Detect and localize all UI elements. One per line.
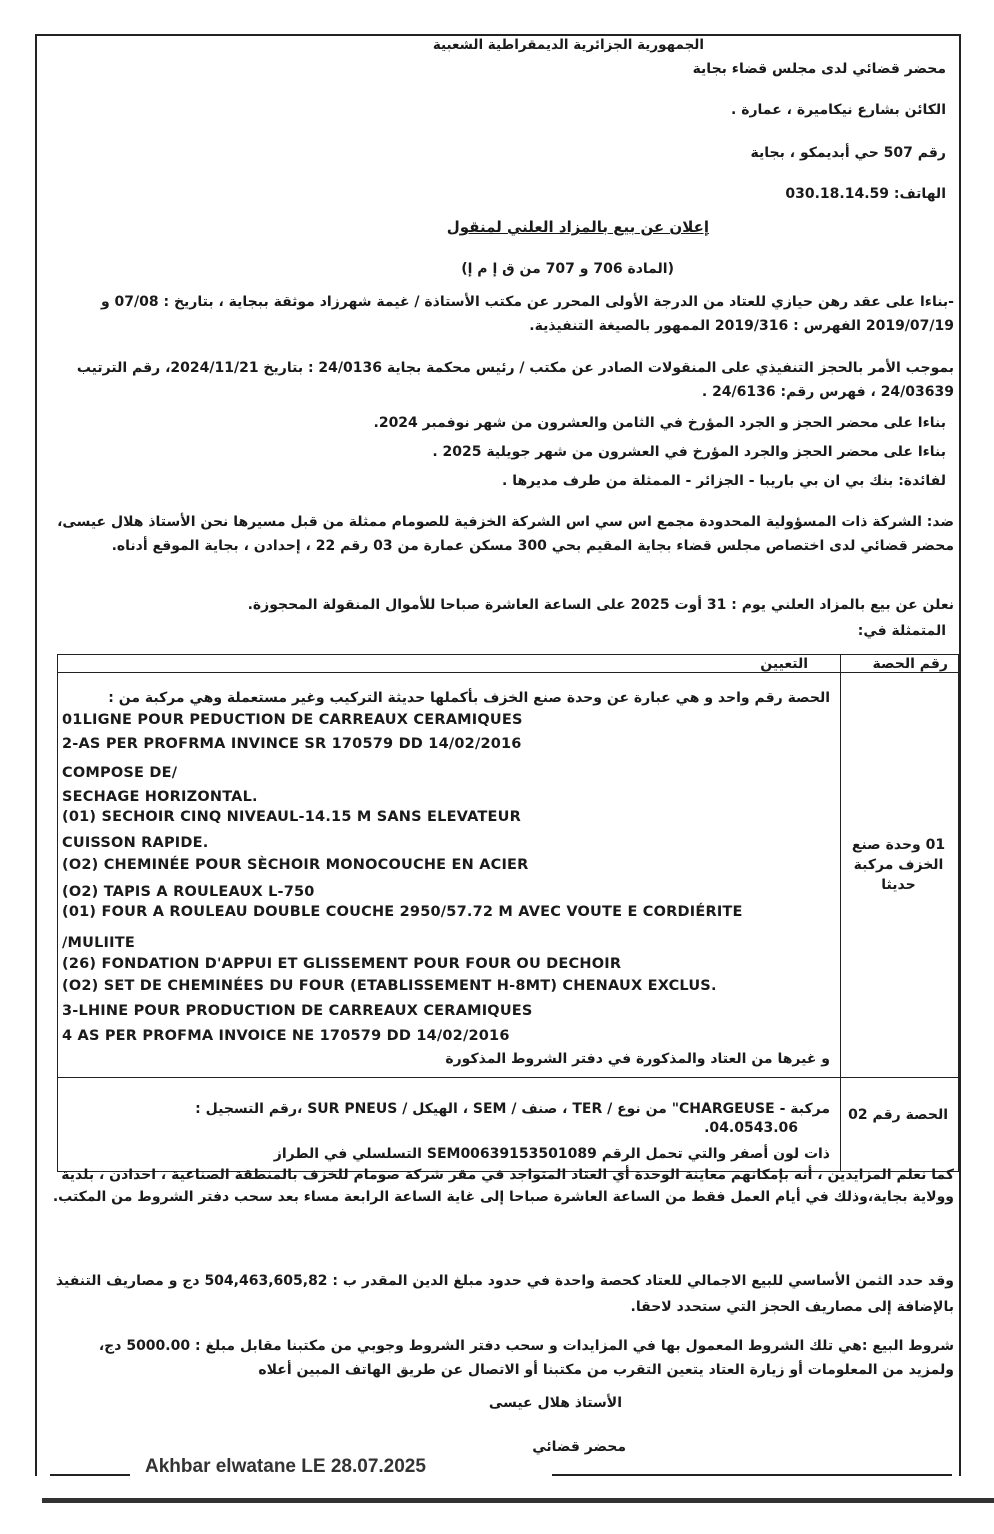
lot1-item: 01LIGNE POUR PEDUCTION DE CARREAUX CERAMIQUES — [62, 712, 523, 728]
lot1-item: COMPOSE DE/ — [62, 765, 178, 781]
legal-articles: (المادة 706 و 707 من ق إ م إ) — [461, 261, 674, 277]
table-header-divider — [58, 672, 958, 673]
signature-role: محضر قضائي — [532, 1439, 626, 1455]
lot2-line-1: مركبة - CHARGEUSE" من نوع / TER ، صنف / SEM ، الهيكل / SUR PNEUS ،رقم التسجيل : — [195, 1101, 830, 1117]
paragraph-inspection: كما نعلم المزايدين ، أنه بإمكانهم معاينة الوحدة أي العتاد المتواجد في مقر شركة صومام للخزف بالمنطقة الصناعية ، احدادن ، بلدية وولاية بجاية،وذلك في أيام العمل فقط من الساعة العاشرة صباحا إلى غاية الساعة الرابعة مساء بعد سحب دفتر الشروط من المكتب. — [52, 1167, 954, 1205]
paragraph-seizure-2: بناءا على محضر الحجز والجرد المؤرخ في العشرون من شهر جويلية 2025 . — [432, 444, 946, 460]
notice-title: إعلان عن بيع بالمزاد العلني لمنقول — [446, 218, 709, 236]
address-line-2: رقم 507 حي أبديمكو ، بجاية — [750, 145, 946, 161]
header-lot-number: رقم الحصة — [872, 656, 948, 672]
paragraph-order: بموجب الأمر بالحجز التنفيذي على المنقولات الصادر عن مكتب / رئيس محكمة بجاية 24/0136 : بتاريخ 2024/11/21، رقم الترتيب 24/03639 ، فهرس رقم: 24/6136 . — [76, 360, 954, 400]
table-row-divider — [58, 1077, 958, 1078]
paragraph-seizure-1: بناءا على محضر الحجز و الجرد المؤرخ في الثامن والعشرون من شهر نوفمبر 2024. — [373, 415, 946, 431]
lot2-line-3: ذات لون أصفر والتي تحمل الرقم SEM00639153501089 التسلسلي في الطراز — [273, 1146, 830, 1162]
lot1-item: 4 AS PER PROFMA INVOICE NE 170579 DD 14/02/2016 — [62, 1028, 510, 1044]
lot1-outro: و غيرها من العتاد والمذكورة في دفتر الشروط المذكورة — [445, 1051, 830, 1067]
footer-rule-left — [50, 1474, 130, 1476]
lot1-item: (O2) TAPIS A ROULEAUX L-750 — [62, 884, 315, 900]
phone-line: الهاتف: 030.18.14.59 — [785, 186, 946, 202]
lot1-item: 3-LHINE POUR PRODUCTION DE CARREAUX CERAMIQUES — [62, 1003, 533, 1019]
lot1-label: 01 وحدة صنع الخزف مركبة حديثا — [851, 837, 946, 893]
paragraph-pledge: -بناءا على عقد رهن حيازي للعتاد من الدرجة الأولى المحرر عن مكتب الأستاذة / غيمة شهرزاد موثقة ببجاية ، بتاريخ : 07/08 و 2019/07/19 الفهرس : 2019/316 الممهور بالصيغة التنفيذية. — [100, 294, 954, 334]
paragraph-base-price: وقد حدد الثمن الأساسي للبيع الاجمالي للعتاد كحصة واحدة في حدود مبلغ الدين المقدر ب : 504,463,605,82 دج و مصاريف التنفيذ بالإضافة إلى مصاريف الحجز التي ستحدد لاحقا. — [55, 1273, 954, 1315]
office-line: محضر قضائي لدى مجلس قضاء بجاية — [692, 61, 946, 77]
lot1-item: (O2) CHEMINÉE POUR SÈCHOIR MONOCOUCHE EN ACIER — [62, 857, 529, 873]
lot1-item: /MULIITE — [62, 935, 135, 951]
header-designation: التعيين — [760, 656, 808, 672]
signature-name: الأستاذ هلال عيسى — [488, 1395, 622, 1411]
paragraph-sale-conditions: شروط البيع :هي تلك الشروط المعمول بها في المزايدات و سحب دفتر الشروط وجوبي من مكتبنا مقابل مبلغ : 5000.00 دج، ولمزيد من المعلومات أو زيارة العتاد يتعين التقرب من مكتبنا أو الاتصال عن طريق الهاتف المبين أعلاه — [98, 1338, 954, 1378]
paragraph-consisting: المتمثلة في: — [857, 623, 946, 639]
republic-heading: الجمهورية الجزائرية الديمقراطية الشعبية — [432, 37, 704, 53]
lot1-item: CUISSON RAPIDE. — [62, 835, 209, 851]
lot1-item: SECHAGE HORIZONTAL. — [62, 789, 258, 805]
paragraph-auction-date: نعلن عن بيع بالمزاد العلني يوم : 31 أوت 2025 على الساعة العاشرة صباحا للأموال المنقولة المحجوزة. — [247, 597, 954, 613]
lot1-item: 2-AS PER PROFRMA INVINCE SR 170579 DD 14/02/2016 — [62, 736, 522, 752]
table-column-divider — [840, 655, 841, 1171]
newspaper-reference: Akhbar elwatane LE 28.07.2025 — [145, 1456, 426, 1477]
page-bottom-bar — [42, 1498, 994, 1503]
lot1-item: (O2) SET DE CHEMINÉES DU FOUR (ETABLISSEMENT H-8MT) CHENAUX EXCLUS. — [62, 978, 717, 994]
footer-rule-right — [552, 1474, 952, 1476]
address-line-1: الكائن بشارع نيكاميرة ، عمارة . — [731, 102, 946, 118]
lot1-intro: الحصة رقم واحد و هي عبارة عن وحدة صنع الخزف بأكملها حديثة التركيب وغير مستعملة وهي مركبة من : — [108, 690, 830, 706]
lot1-item: (01) FOUR A ROULEAU DOUBLE COUCHE 2950/57.72 M AVEC VOUTE E CORDIÉRITE — [62, 904, 743, 920]
paragraph-beneficiary: لفائدة: بنك بي ان بي باريبا - الجزائر - الممثلة من طرف مديرها . — [502, 473, 946, 489]
lot1-item: (01) SECHOIR CINQ NIVEAUL-14.15 M SANS ELEVATEUR — [62, 809, 521, 825]
lot1-item: (26) FONDATION D'APPUI ET GLISSEMENT POUR FOUR OU DECHOIR — [62, 956, 622, 972]
paragraph-against: ضد: الشركة ذات المسؤولية المحدودة مجمع اس سي اس الشركة الخزفية للصومام ممثلة من قبل مسيرها نحن الأستاذ هلال عيسى، محضر قضائي لدى اختصاص مجلس قضاء بجاية المقيم بحي 300 مسكن عمارة من 03 رقم 22 ، إحدادن ، بجاية الموقع أدناه. — [57, 514, 954, 554]
lot2-label: الحصة رقم 02 — [848, 1107, 948, 1123]
lot2-line-2: 04.0543.06. — [704, 1120, 798, 1136]
